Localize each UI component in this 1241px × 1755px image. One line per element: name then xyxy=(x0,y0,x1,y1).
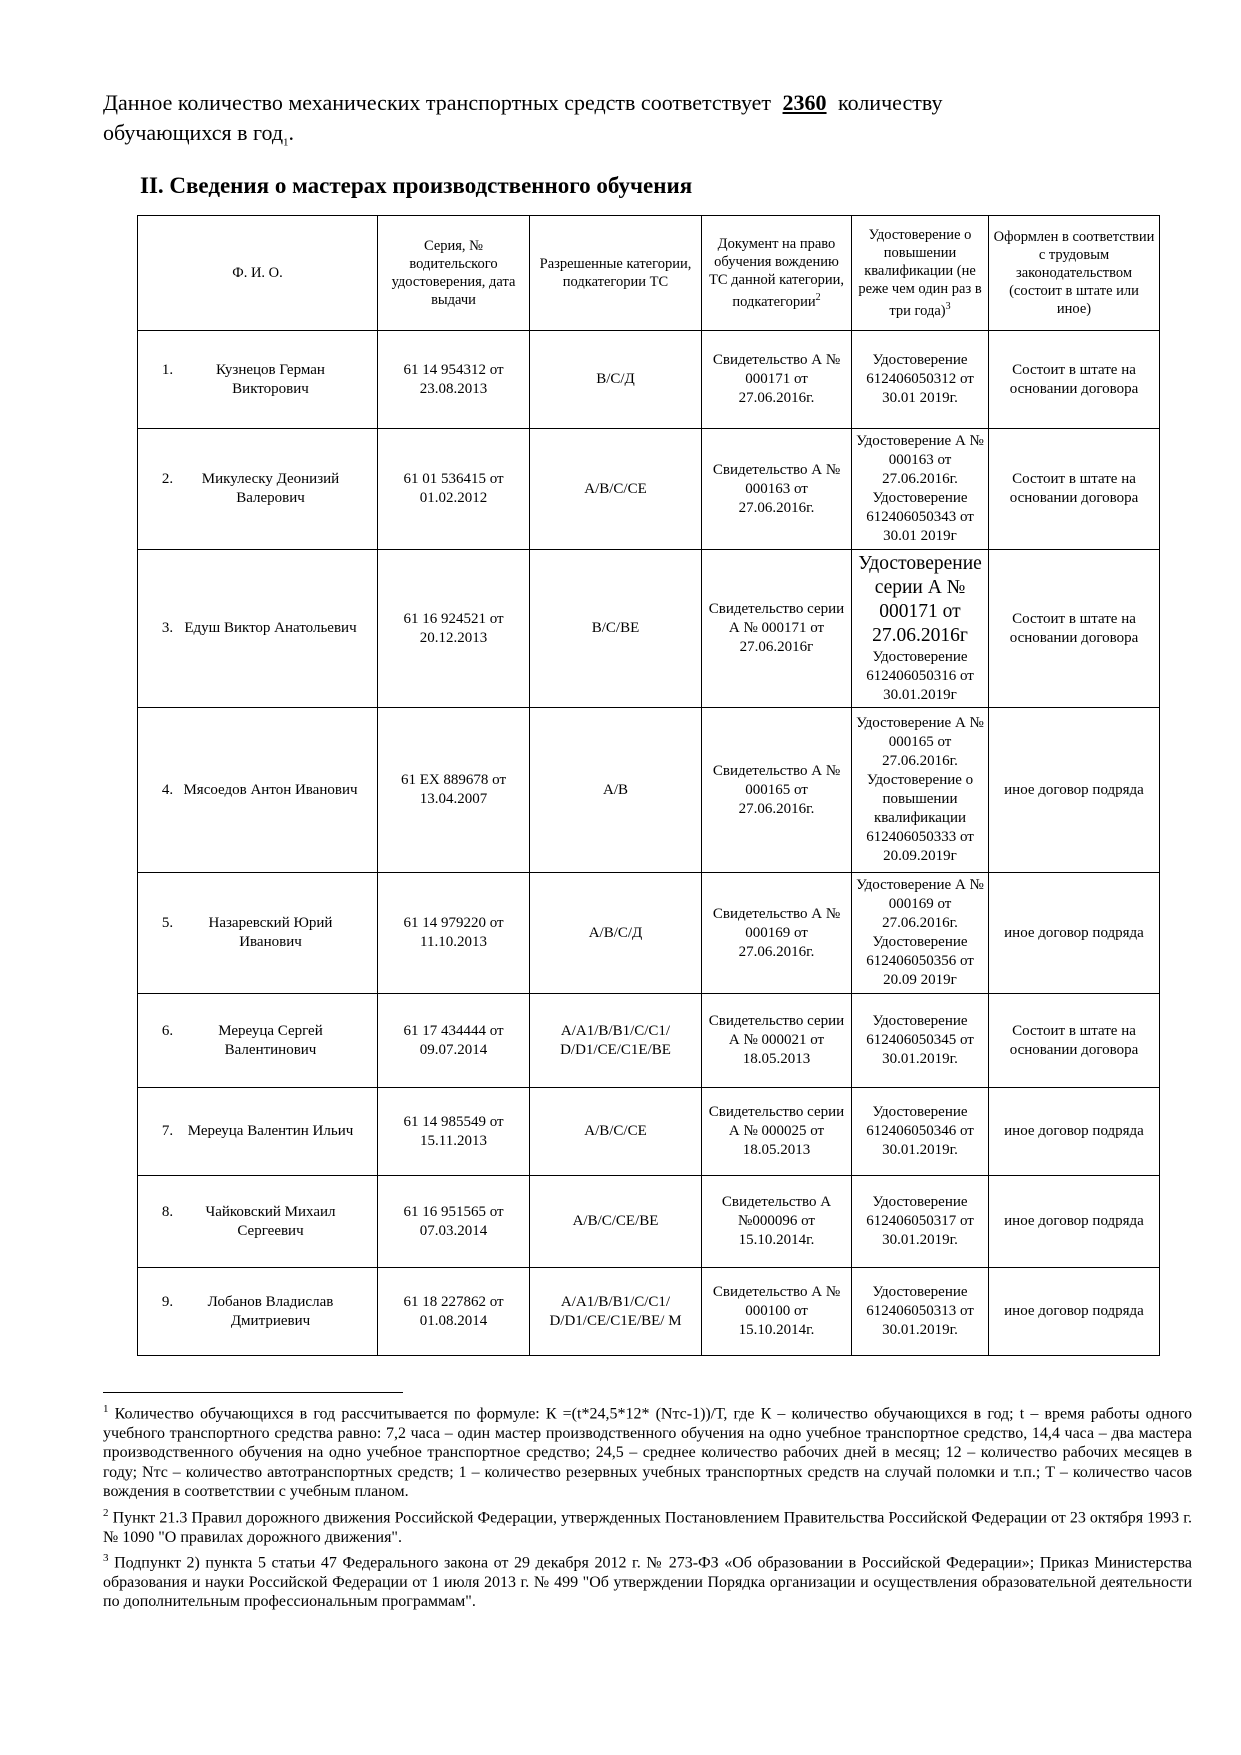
cell-license: 61 14 979220 от 11.10.2013 xyxy=(378,873,530,994)
cell-employment: Состоит в штате на основании договора xyxy=(989,550,1160,708)
certificate-text: Удостоверение 612406050316 от 30.01.2019г xyxy=(866,649,974,703)
row-number: 6. xyxy=(161,1022,174,1039)
table-row xyxy=(138,1176,1160,1268)
cell-certificate: Удостоверение 612406050345 от 30.01.2019г. xyxy=(852,994,989,1088)
cell-document: Свидетельство А № 000100 от 15.10.2014г. xyxy=(702,1268,852,1356)
cell-document: Свидетельство А № 000165 от 27.06.2016г. xyxy=(702,708,852,873)
master-name: Лобанов Владислав Дмитриевич xyxy=(207,1293,334,1329)
section-title: II. Сведения о мастерах производственного обучения xyxy=(140,173,693,198)
row-number: 7. xyxy=(161,1123,174,1139)
cell-employment: Состоит в штате на основании договора xyxy=(989,331,1160,429)
row-number: 3. xyxy=(161,620,174,636)
master-name: Кузнецов Герман Викторович xyxy=(216,361,325,397)
table-row xyxy=(138,429,1160,550)
row-number: 8. xyxy=(161,1203,174,1220)
table-row xyxy=(138,331,1160,429)
row-number: 4. xyxy=(161,781,174,798)
header-certificate-text: Удостоверение о повышении квалификации (не реже чем один раз в три года) xyxy=(858,227,982,319)
cell-fio xyxy=(138,550,378,708)
cell-certificate: Удостоверение А № 000163 от 27.06.2016г. Удостоверение 612406050343 от 30.01 2019г xyxy=(852,429,989,550)
intro-paragraph: Данное количество механических транспортных средств соответствует 2360 количеству обучающихся в год$_1$. xyxy=(103,90,943,149)
table-row xyxy=(138,1268,1160,1356)
cell-categories: A/B/C/CE/BE xyxy=(530,1176,702,1268)
cell-fio xyxy=(138,429,378,550)
footnote-ref-2[interactable]: 2 xyxy=(815,292,821,304)
cell-certificate: Удостоверение 612406050312 от 30.01 2019г. xyxy=(852,331,989,429)
cell-certificate xyxy=(852,550,989,708)
header-license: Серия, № водительского удостоверения, дата выдачи xyxy=(378,216,530,331)
cell-document: Свидетельство А № 000163 от 27.06.2016г. xyxy=(702,429,852,550)
cell-certificate: Удостоверение А № 000169 от 27.06.2016г. Удостоверение 612406050356 от 20.09 2019г xyxy=(852,873,989,994)
footnote-ref-1[interactable]: 1 xyxy=(283,136,289,149)
cell-document: Свидетельство А № 000169 от 27.06.2016г. xyxy=(702,873,852,994)
footnote xyxy=(103,1400,1192,1502)
footnote-mark: 1 xyxy=(103,1403,109,1415)
master-name: Назаревский Юрий Иванович xyxy=(208,915,333,950)
cell-categories: B/C/BE xyxy=(530,550,702,708)
header-categories: Разрешенные категории, подкатегории ТС xyxy=(530,216,702,331)
master-name: Мереуца Сергей Валентинович xyxy=(218,1022,323,1058)
cell-fio xyxy=(138,1088,378,1176)
master-name: Едуш Виктор Анатольевич xyxy=(184,620,357,636)
cell-fio xyxy=(138,708,378,873)
cell-fio xyxy=(138,1268,378,1356)
cell-employment: Состоит в штате на основании договора xyxy=(989,429,1160,550)
cell-categories: A/B/C/CE xyxy=(530,429,702,550)
cell-employment: иное договор подряда xyxy=(989,1176,1160,1268)
cell-document: Свидетельство серии А № 000025 от 18.05.2013 xyxy=(702,1088,852,1176)
intro-text-before: Данное количество механических транспортных средств соответствует xyxy=(103,90,772,115)
cell-certificate: Удостоверение А № 000165 от 27.06.2016г. Удостоверение о повышении квалификации 612406050333 от 20.09.2019г xyxy=(852,708,989,873)
master-name: Чайковский Михаил Сергеевич xyxy=(205,1203,336,1239)
cell-document: Свидетельство серии А № 000021 от 18.05.2013 xyxy=(702,994,852,1088)
cell-employment: иное договор подряда xyxy=(989,873,1160,994)
row-number: 2. xyxy=(161,471,174,487)
table-row xyxy=(138,994,1160,1088)
cell-license: 61 16 951565 от 07.03.2014 xyxy=(378,1176,530,1268)
header-fio: Ф. И. О. xyxy=(138,216,378,331)
footnote-text: Количество обучающихся в год рассчитывается по формуле: К =(t*24,5*12* (Nтс-1))/Т, где К – количество обучающихся в год; t – время работы одного учебного транспортного средства равно: 7,2 часа – один мастер производственного обучения на одно учебное транспортное средство, 14,4 часа – два мастера производственного обучения на одно учебное транспортное средство; 24,5 – среднее количество рабочих дней в месяц; 12 – количество рабочих месяцев в году; Nтс – количество автотранспортных средств; 1 – количество резервных учебных транспортных средств на случай поломки и т.п.; Т – количество часов вождения в соответствии с учебным планом. xyxy=(103,1405,1193,1501)
master-name: Мереуца Валентин Ильич xyxy=(187,1123,354,1139)
row-number: 1. xyxy=(161,361,174,378)
cell-employment: иное договор подряда xyxy=(989,1268,1160,1356)
footnote-separator xyxy=(103,1392,403,1393)
cell-categories: A/B xyxy=(530,708,702,873)
cell-license: 61 01 536415 от 01.02.2012 xyxy=(378,429,530,550)
footnotes xyxy=(103,1400,1192,1614)
cell-license: 61 16 924521 от 20.12.2013 xyxy=(378,550,530,708)
cell-categories: A/B/C/CE xyxy=(530,1088,702,1176)
row-number: 5. xyxy=(161,915,174,931)
table-row xyxy=(138,873,1160,994)
cell-fio xyxy=(138,994,378,1088)
cell-employment: иное договор подряда xyxy=(989,1088,1160,1176)
cell-fio xyxy=(138,1176,378,1268)
cell-categories: A/A1/B/B1/C/C1/ D/D1/CE/C1E/BE/ M xyxy=(530,1268,702,1356)
footnote xyxy=(103,1549,1192,1612)
cell-document: Свидетельство серии А № 000171 от 27.06.2016г xyxy=(702,550,852,708)
cell-certificate: Удостоверение 612406050346 от 30.01.2019г. xyxy=(852,1088,989,1176)
table-row xyxy=(138,550,1160,708)
certificate-series-text: Удостоверение серии А № 000171 от 27.06.2016г xyxy=(858,553,982,646)
intro-line2: обучающихся в год xyxy=(103,120,284,145)
cell-license: 61 14 985549 от 15.11.2013 xyxy=(378,1088,530,1176)
cell-document: Свидетельство А № 000171 от 27.06.2016г. xyxy=(702,331,852,429)
footnote-mark: 2 xyxy=(103,1506,109,1519)
cell-fio xyxy=(138,331,378,429)
footnote-text: Подпункт 2) пункта 5 статьи 47 Федерального закона от 29 декабря 2012 г. № 273-ФЗ «Об образовании в Российской Федерации»; Приказ Министерства образования и науки Российской Федерации от 1 июля 2013 г. № 499 "Об утверждении Порядка организации и осуществления образовательной деятельности по дополнительным профессиональным программам". xyxy=(103,1554,1192,1611)
footnote-ref-3[interactable]: 3 xyxy=(945,301,951,313)
header-certificate xyxy=(852,216,989,331)
cell-license: 61 17 434444 от 09.07.2014 xyxy=(378,994,530,1088)
master-name: Микулеску Деонизий Валерович xyxy=(201,471,340,506)
cell-certificate: Удостоверение 612406050313 от 30.01.2019г. xyxy=(852,1268,989,1356)
footnote xyxy=(103,1504,1192,1547)
footnote-mark: 3 xyxy=(103,1552,109,1565)
cell-employment: Состоит в штате на основании договора xyxy=(989,994,1160,1088)
cell-categories: A/B/C/Д xyxy=(530,873,702,994)
master-name: Мясоедов Антон Иванович xyxy=(183,781,358,798)
cell-license: 61 14 954312 от 23.08.2013 xyxy=(378,331,530,429)
cell-employment: иное договор подряда xyxy=(989,708,1160,873)
masters-table xyxy=(137,215,1160,1356)
header-document-text: Документ на право обучения вождению ТС данной категории, подкатегории xyxy=(708,236,844,310)
header-employment: Оформлен в соответствии с трудовым законодательством (состоит в штате или иное) xyxy=(989,216,1160,331)
footnote-text: Пункт 21.3 Правил дорожного движения Российской Федерации, утвержденных Постановлением Правительства Российской Федерации от 23 октября 1993 г. № 1090 "О правилах дорожного движения". xyxy=(103,1509,1193,1546)
table-row xyxy=(138,1088,1160,1176)
cell-fio xyxy=(138,873,378,994)
cell-certificate: Удостоверение 612406050317 от 30.01.2019г. xyxy=(852,1176,989,1268)
cell-license: 61 18 227862 от 01.08.2014 xyxy=(378,1268,530,1356)
students-count: 2360 xyxy=(782,90,827,115)
row-number: 9. xyxy=(161,1293,174,1310)
cell-license: 61 ЕХ 889678 от 13.04.2007 xyxy=(378,708,530,873)
intro-text-after: количеству xyxy=(838,90,943,115)
header-document xyxy=(702,216,852,331)
cell-categories: B/C/Д xyxy=(530,331,702,429)
cell-categories: A/A1/B/B1/C/C1/ D/D1/CE/C1E/BE xyxy=(530,994,702,1088)
cell-document: Свидетельство А №000096 от 15.10.2014г. xyxy=(702,1176,852,1268)
table-row xyxy=(138,708,1160,873)
table-header-row xyxy=(138,216,1160,331)
